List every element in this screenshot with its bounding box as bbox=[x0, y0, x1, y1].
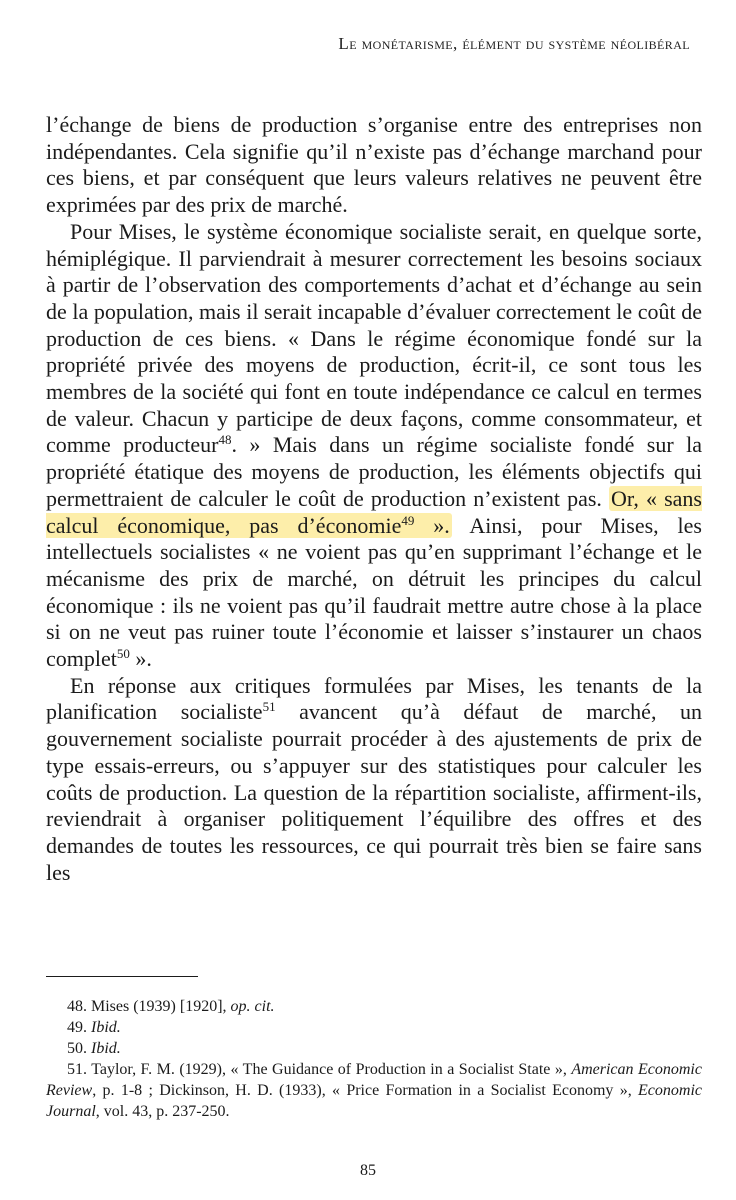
footnote-text: Mises (1939) [1920], bbox=[91, 998, 231, 1015]
footnote-50 bbox=[46, 1038, 702, 1059]
footnote-number: 49. bbox=[67, 1019, 87, 1036]
highlighted-quote-end: ». bbox=[414, 512, 450, 538]
footnote-text: , p. 1-8 ; Dickinson, H. D. (1933), « Price Formation in a Socialist Economy », bbox=[92, 1082, 639, 1099]
paragraph-2-text-c: Ainsi, pour Mises, les intellectuels socialistes « ne voient pas qu’en supprimant l’échange et le mécanisme des prix de marché, on détruit les principes du calcul économique : ils ne voient pas qu’il faudrait mettre autre chose à la place si on ne veut pas ruiner toute l’économie et laisser s’instaurer un chaos complet bbox=[46, 512, 702, 672]
paragraph-2 bbox=[46, 219, 702, 673]
footnote-ref-48[interactable]: 48 bbox=[218, 432, 232, 448]
paragraph-3 bbox=[46, 673, 702, 887]
footnote-51 bbox=[46, 1059, 702, 1122]
footnote-italic: American Economic Review bbox=[46, 1061, 702, 1099]
footnote-divider bbox=[46, 976, 198, 977]
footnote-number: 50. bbox=[67, 1040, 87, 1057]
body-text bbox=[46, 112, 702, 886]
footnote-ref-51[interactable]: 51 bbox=[262, 699, 276, 715]
footnote-49 bbox=[46, 1017, 702, 1038]
footnote-italic: Economic Journal bbox=[46, 1082, 702, 1120]
footnote-italic: Ibid. bbox=[91, 1019, 121, 1036]
page-number: 85 bbox=[360, 1162, 376, 1179]
footnote-ref-50[interactable]: 50 bbox=[116, 646, 130, 662]
running-head: Le monétarisme, élément du système néolibéral bbox=[338, 34, 690, 53]
footnote-italic: op. cit. bbox=[230, 998, 275, 1015]
footnote-ref-49[interactable]: 49 bbox=[401, 512, 415, 528]
footnote-text: , vol. 43, p. 237-250. bbox=[95, 1103, 230, 1120]
paragraph-2-text-d: ». bbox=[129, 646, 152, 672]
paragraph-1: l’échange de biens de production s’organise entre des entreprises non indépendantes. Cela signifie qu’il n’existe pas d’échange marchand pour ces biens, et par conséquent que leurs valeurs relatives ne peuvent être exprimées par des prix de marché. bbox=[46, 112, 702, 218]
footnotes bbox=[46, 996, 702, 1122]
paragraph-3-text-a: En réponse aux critiques formulées par Mises, les tenants de la planification socialiste bbox=[46, 672, 702, 725]
footnote-number: 51. bbox=[67, 1061, 87, 1078]
footnote-text: Taylor, F. M. (1929), « The Guidance of Production in a Socialist State », bbox=[91, 1061, 572, 1078]
footnote-48 bbox=[46, 996, 702, 1017]
paragraph-2-text-b: . » Mais dans un régime socialiste fondé sur la propriété étatique des moyens de production, les éléments objectifs qui permettraient de calculer le coût de production n’existent pas. bbox=[46, 432, 702, 511]
paragraph-3-text-b: avancent qu’à défaut de marché, un gouvernement socialiste pourrait procéder à des ajustements de prix de type essais-erreurs, ou s’appuyer sur des statistiques pour calculer les coûts de production. La question de la répartition socialiste, affirment-ils, reviendrait à organiser politiquement l’équilibre des offres et des demandes de toutes les ressources, ce qui pourrait très bien se faire sans les bbox=[46, 699, 702, 885]
footnote-italic: Ibid. bbox=[91, 1040, 121, 1057]
paragraph-2-text-a: Pour Mises, le système économique socialiste serait, en quelque sorte, hémiplégique. Il parviendrait à mesurer correctement les besoins sociaux à partir de l’observation des comportements d’achat et d’échange au sein de la population, mais il serait incapable d’évaluer correctement le coût de production de ces biens. « Dans le régime économique fondé sur la propriété privée des moyens de production, écrit-il, ce sont tous les membres de la société qui font en toute indépendance ce calcul en termes de valeur. Chacun y participe de deux façons, comme consommateur, et comme producteur bbox=[46, 218, 702, 458]
highlighted-quote-text: Or, « sans calcul économique, pas d’économie bbox=[46, 485, 702, 538]
footnote-number: 48. bbox=[67, 998, 87, 1015]
